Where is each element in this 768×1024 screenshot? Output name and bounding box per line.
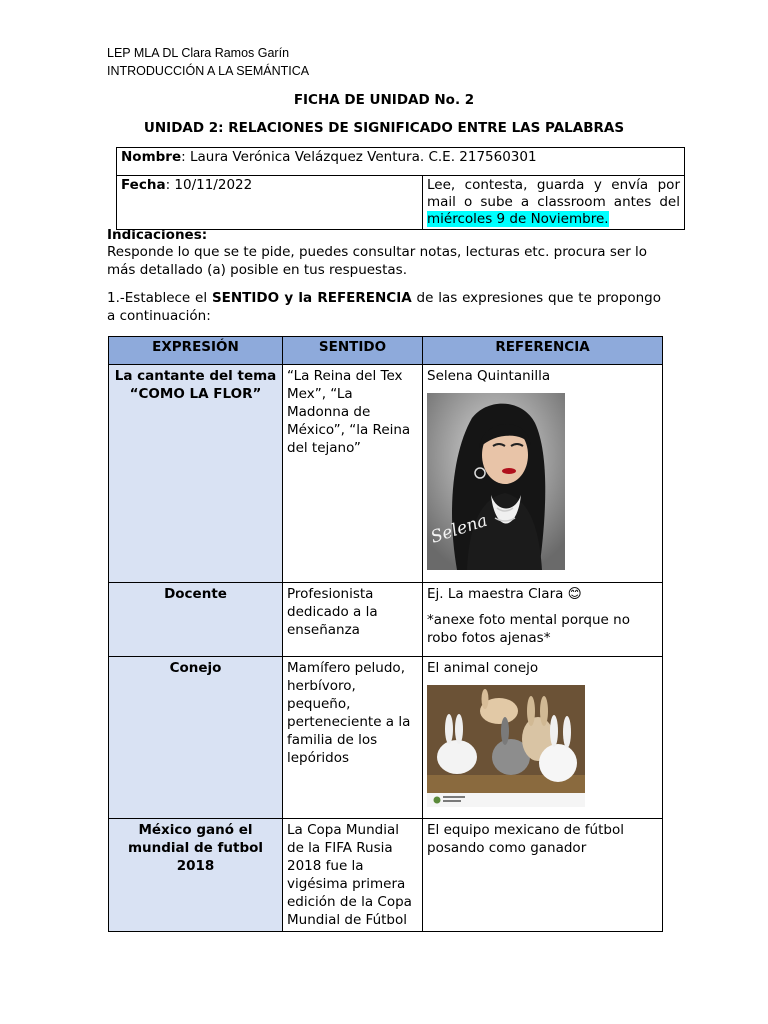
header-expresion: EXPRESIÓN	[109, 337, 283, 365]
info-table	[116, 147, 685, 230]
sentido-cell: Profesionista dedicado a la enseñanza	[283, 583, 423, 657]
deadline-highlight: miércoles 9 de Noviembre.	[427, 211, 609, 227]
fecha-value: : 10/11/2022	[165, 177, 253, 193]
indicaciones-text: Responde lo que se te pide, puedes consultar notas, lecturas etc. procura ser lo más detallado (a) posible en tus respuestas.	[107, 244, 648, 278]
nombre-cell	[117, 148, 685, 176]
question-pre: 1.-Establece el	[107, 290, 212, 306]
referencia-cell: El equipo mexicano de fútbol posando como ganador	[423, 819, 663, 932]
referencia-cell	[423, 657, 663, 819]
fecha-cell	[117, 176, 423, 230]
expresion-cell: La cantante del tema “COMO LA FLOR”	[109, 365, 283, 583]
portrait-signature: Selena	[428, 510, 490, 548]
referencia-cell	[423, 583, 663, 657]
referencia-cell	[423, 365, 663, 583]
sentido-cell: “La Reina del Tex Mex”, “La Madonna de México”, “la Reina del tejano”	[283, 365, 423, 583]
expresion-cell: México ganó el mundial de futbol 2018	[109, 819, 283, 932]
portrait-photo	[427, 393, 565, 570]
table-row	[109, 819, 663, 932]
nombre-value: : Laura Verónica Velázquez Ventura. C.E. 217560301	[181, 149, 537, 165]
referencia-note: *anexe foto mental porque no robo fotos ajenas*	[427, 612, 630, 646]
header-course: INTRODUCCIÓN A LA SEMÁNTICA	[107, 64, 310, 78]
document-subtitle: UNIDAD 2: RELACIONES DE SIGNIFICADO ENTRE LAS PALABRAS	[143, 120, 625, 136]
referencia-text: El animal conejo	[427, 660, 539, 676]
referencia-text: Ej. La maestra Clara 😊	[427, 586, 582, 602]
expresion-cell: Conejo	[109, 657, 283, 819]
header-author: LEP MLA DL Clara Ramos Garín	[107, 46, 290, 60]
question-post: de las expresiones que te propongo a continuación:	[107, 290, 661, 324]
table-header-row	[109, 337, 663, 365]
header-sentido: SENTIDO	[283, 337, 423, 365]
question-text	[107, 289, 661, 325]
info-row-nombre	[117, 148, 685, 176]
sentido-cell: La Copa Mundial de la FIFA Rusia 2018 fue la vigésima primera edición de la Copa Mundial de Fútbol	[283, 819, 423, 932]
sentido-cell: Mamífero peludo, herbívoro, pequeño, perteneciente a la familia de los lepóridos	[283, 657, 423, 819]
info-row-fecha	[117, 176, 685, 230]
fecha-label: Fecha	[121, 177, 166, 193]
table-row	[109, 583, 663, 657]
expresion-cell: Docente	[109, 583, 283, 657]
expressions-table	[108, 336, 663, 932]
table-row	[109, 657, 663, 819]
nombre-label: Nombre	[121, 149, 182, 165]
instruction-cell	[423, 176, 685, 230]
table-row	[109, 365, 663, 583]
document-title: FICHA DE UNIDAD No. 2	[293, 92, 475, 108]
instruction-text: Lee, contesta, guarda y envía por mail o sube a classroom antes del	[427, 177, 680, 210]
rabbits-photo	[427, 685, 585, 807]
referencia-text: Selena Quintanilla	[427, 368, 551, 384]
question-bold: SENTIDO y la REFERENCIA	[211, 290, 412, 306]
indicaciones-label: Indicaciones:	[107, 227, 208, 243]
header-referencia: REFERENCIA	[423, 337, 663, 365]
